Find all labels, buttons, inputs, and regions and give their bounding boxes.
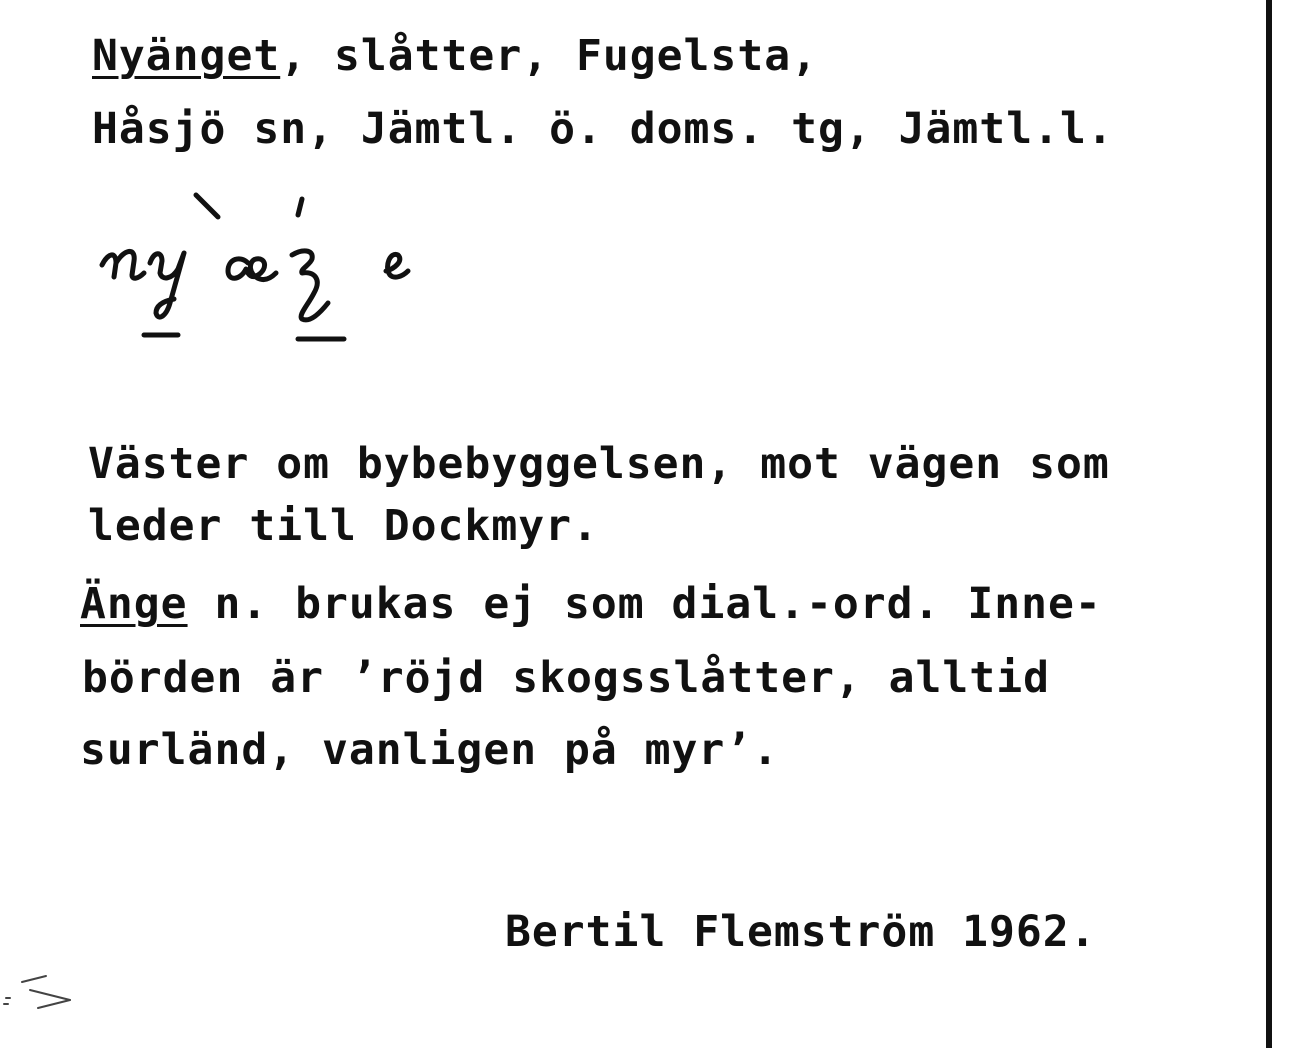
header-line-1 (92, 30, 818, 82)
handwritten-phonetic-transcription (88, 185, 448, 355)
body-line-1: Väster om bybebyggelsen, mot vägen som (88, 439, 1110, 489)
header-line-2: Håsjö sn, Jämtl. ö. doms. tg, Jämtl.l. (92, 104, 1114, 154)
card-edge-rule (1266, 0, 1272, 1048)
signature: Bertil Flemström 1962. (505, 907, 1097, 957)
term: Änge (80, 579, 188, 629)
body-line-2: leder till Dockmyr. (88, 501, 599, 551)
body-line-5: surländ, vanligen på myr’. (80, 725, 780, 775)
corner-scribble (0, 960, 90, 1020)
headword: Nyänget (92, 31, 281, 81)
term-definition: n. brukas ej som dial.-ord. Inne- (187, 579, 1102, 629)
body-line-4: börden är ’röjd skogsslåtter, alltid (82, 653, 1050, 703)
body-line-3 (80, 578, 1102, 630)
header-location: , slåtter, Fugelsta, (280, 31, 818, 81)
